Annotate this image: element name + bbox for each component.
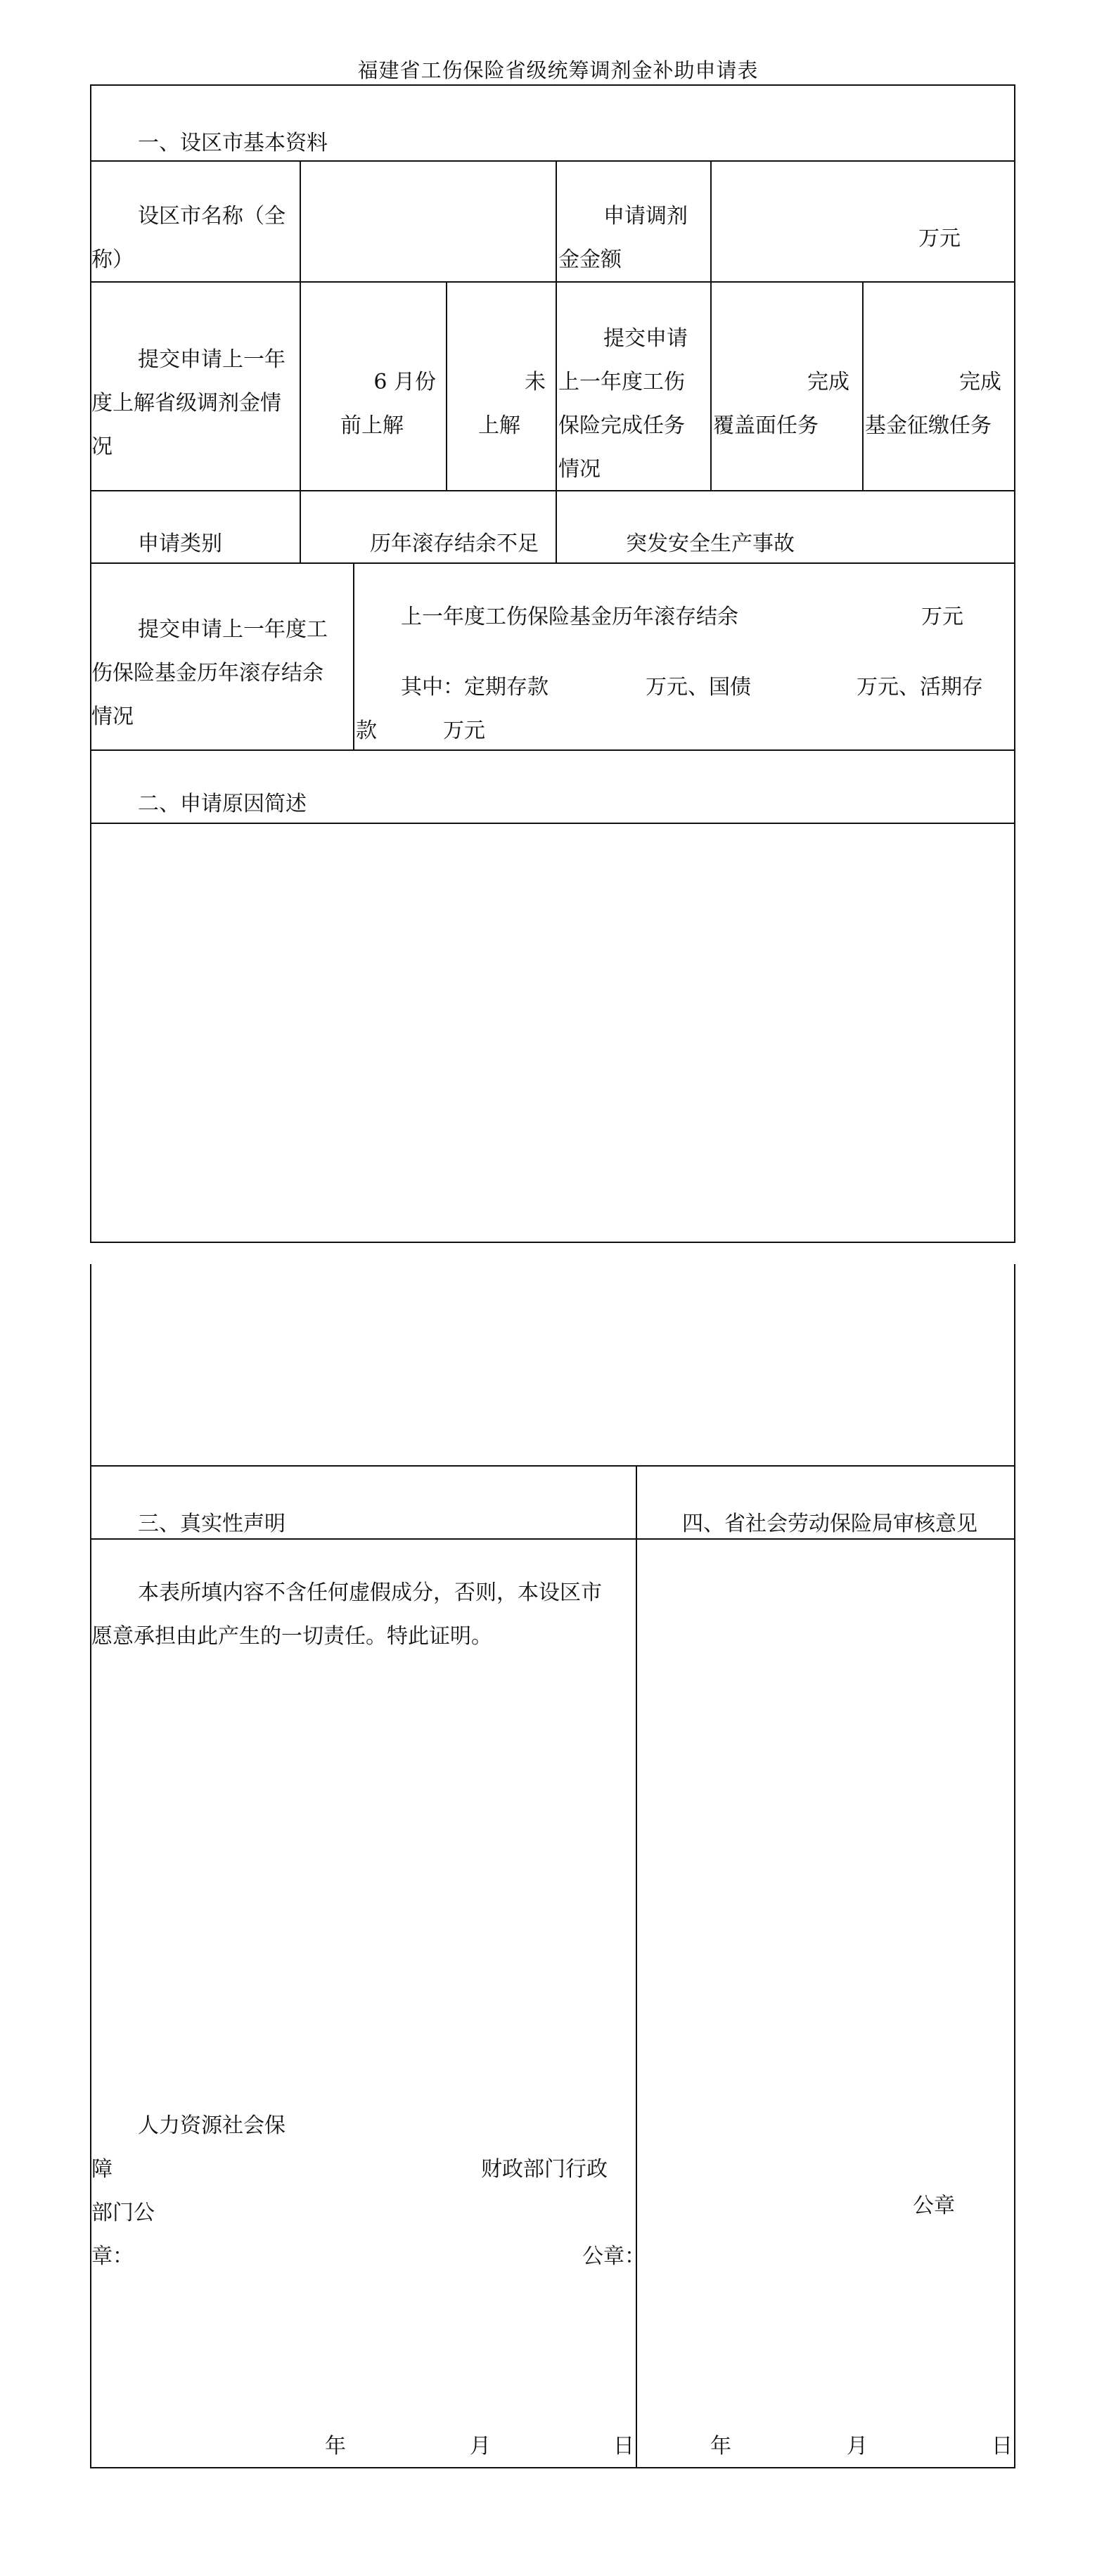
balance-unit: 万元、国债	[646, 675, 751, 700]
city-name-label: 设区市名称（全	[138, 204, 286, 228]
task-label: 情况	[558, 457, 601, 482]
balance-label: 伤保险基金历年滚存结余	[91, 661, 323, 685]
hr-seal-label: 部门公	[91, 2201, 155, 2225]
balance-label: 提交申请上一年度工	[138, 617, 328, 642]
cell-divider	[446, 281, 447, 490]
not-paid-label: 上解	[478, 413, 520, 438]
june-checkbox-label: 前上解	[340, 413, 404, 438]
balance-label: 情况	[91, 704, 134, 729]
date-year: 年	[325, 2434, 346, 2459]
cell-divider	[862, 281, 864, 490]
balance-line: 款	[356, 719, 377, 743]
table-border-bottom-upper	[90, 1242, 1015, 1243]
june-checkbox-label: 6 月份	[373, 370, 436, 394]
table-border-left-lower	[90, 1264, 91, 2468]
task-label: 上一年度工伤	[558, 370, 685, 394]
form-title: 福建省工伤保险省级统筹调剂金补助申请表	[357, 58, 759, 82]
hr-seal-label: 人力资源社会保	[138, 2113, 286, 2138]
review-seal: 公章	[913, 2194, 955, 2218]
statement-text: 愿意承担由此产生的一切责任。特此证明。	[91, 1624, 492, 1649]
collection-task-label: 完成	[959, 370, 1001, 394]
balance-line: 其中：定期存款	[401, 675, 549, 700]
amount-label: 申请调剂	[603, 204, 688, 228]
row-divider	[90, 749, 1015, 751]
collection-task-label: 基金征缴任务	[865, 413, 992, 438]
cell-divider	[636, 1465, 637, 2468]
hr-seal-label: 障	[91, 2157, 113, 2182]
table-border-top	[90, 84, 1015, 86]
balance-unit: 万元、活期存	[857, 675, 983, 700]
row-divider	[90, 490, 1015, 491]
row-divider	[90, 562, 1015, 564]
balance-unit: 万元	[443, 719, 485, 743]
not-paid-label: 未	[525, 370, 546, 394]
category-option-accident: 突发安全生产事故	[626, 532, 795, 556]
submit-label: 度上解省级调剂金情	[91, 391, 281, 416]
row-divider	[90, 1465, 1015, 1467]
review-date-day: 日	[992, 2434, 1013, 2459]
cell-divider	[353, 562, 354, 749]
section4-heading: 四、省社会劳动保险局审核意见	[682, 1512, 977, 1536]
coverage-task-label: 覆盖面任务	[713, 413, 819, 438]
table-border-right	[1014, 84, 1015, 1243]
category-label: 申请类别	[138, 532, 222, 556]
amount-label: 金金额	[558, 247, 622, 272]
submit-label: 提交申请上一年	[138, 347, 286, 372]
city-name-label: 称）	[91, 247, 134, 272]
finance-seal-label: 公章：	[582, 2244, 646, 2269]
cell-divider	[300, 160, 301, 490]
cell-divider	[300, 490, 301, 562]
cell-divider	[556, 160, 557, 562]
submit-label: 况	[91, 434, 113, 459]
task-label: 提交申请	[603, 326, 688, 351]
cell-divider	[710, 160, 712, 490]
section2-heading: 二、申请原因简述	[138, 792, 307, 816]
balance-unit: 万元	[921, 605, 963, 629]
statement-text: 本表所填内容不含任何虚假成分，否则，本设区市	[138, 1580, 602, 1605]
category-option-insufficient: 历年滚存结余不足	[370, 532, 539, 556]
hr-seal-label: 章：	[91, 2244, 134, 2269]
table-border-right-lower	[1014, 1264, 1015, 2468]
task-label: 保险完成任务	[558, 413, 685, 438]
date-month: 月	[470, 2434, 491, 2459]
table-border-bottom	[90, 2467, 1015, 2468]
coverage-task-label: 完成	[807, 370, 849, 394]
review-date-month: 月	[847, 2434, 868, 2459]
balance-line: 上一年度工伤保险基金历年滚存结余	[401, 605, 738, 629]
row-divider	[90, 281, 1015, 283]
date-day: 日	[613, 2434, 634, 2459]
section3-heading: 三、真实性声明	[138, 1512, 286, 1536]
amount-unit: 万元	[918, 226, 961, 251]
section1-heading: 一、设区市基本资料	[138, 131, 328, 155]
finance-seal-label: 财政部门行政	[481, 2157, 608, 2182]
review-date-year: 年	[710, 2434, 731, 2459]
